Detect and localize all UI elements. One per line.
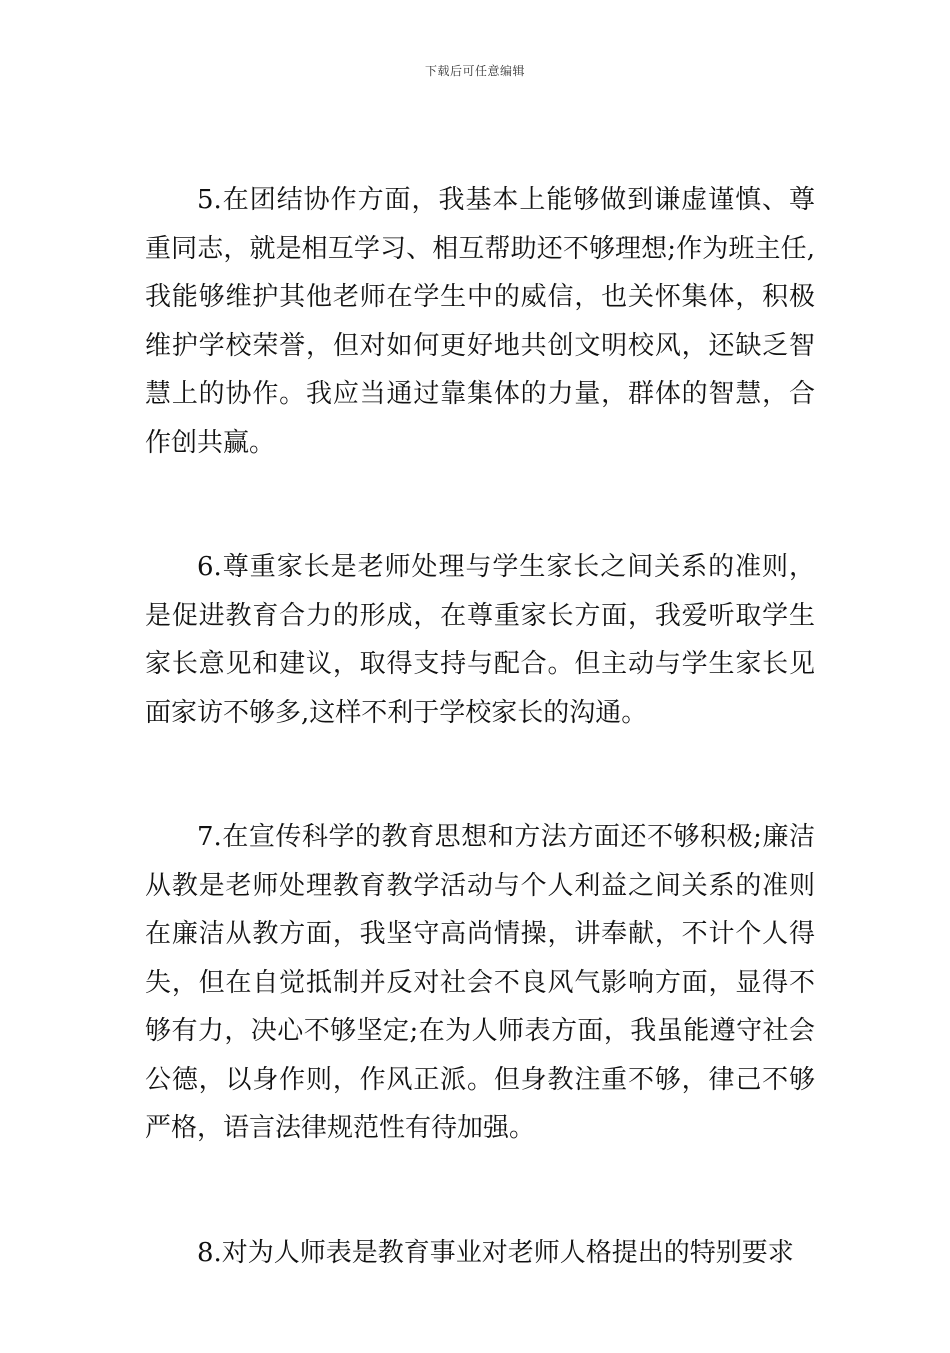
page-header-note: 下载后可任意编辑 bbox=[424, 64, 525, 78]
paragraph-6: 6.尊重家长是老师处理与学生家长之间关系的准则，是促进教育合力的形成，在尊重家长方面，我爱听取学生家长意见和建议，取得支持与配合。但主动与学生家长见面家访不够多,这样不利于学校家长的沟通。 bbox=[145, 552, 815, 728]
paragraph-5: 5.在团结协作方面，我基本上能够做到谦虚谨慎、尊重同志，就是相互学习、相互帮助还不够理想;作为班主任,我能够维护其他老师在学生中的威信，也关怀集体，积极维护学校荣誉，但对如何更好地共创文明校风，还缺乏智慧上的协作。我应当通过靠集体的力量，群体的智慧，合作创共赢。 bbox=[145, 185, 815, 458]
paragraph-7: 7.在宣传科学的教育思想和方法方面还不够积极;廉洁从教是老师处理教育教学活动与个人利益之间关系的准则在廉洁从教方面，我坚守高尚情操，讲奉献，不计个人得失，但在自觉抵制并反对社会不良风气影响方面，显得不够有力，决心不够坚定;在为人师表方面，我虽能遵守社会公德，以身作则，作风正派。但身教注重不够，律己不够严格，语言法律规范性有待加强。 bbox=[145, 822, 815, 1143]
document-body bbox=[145, 176, 815, 1353]
paragraph-8: 8.对为人师表是教育事业对老师人格提出的特别要求 bbox=[197, 1237, 794, 1268]
